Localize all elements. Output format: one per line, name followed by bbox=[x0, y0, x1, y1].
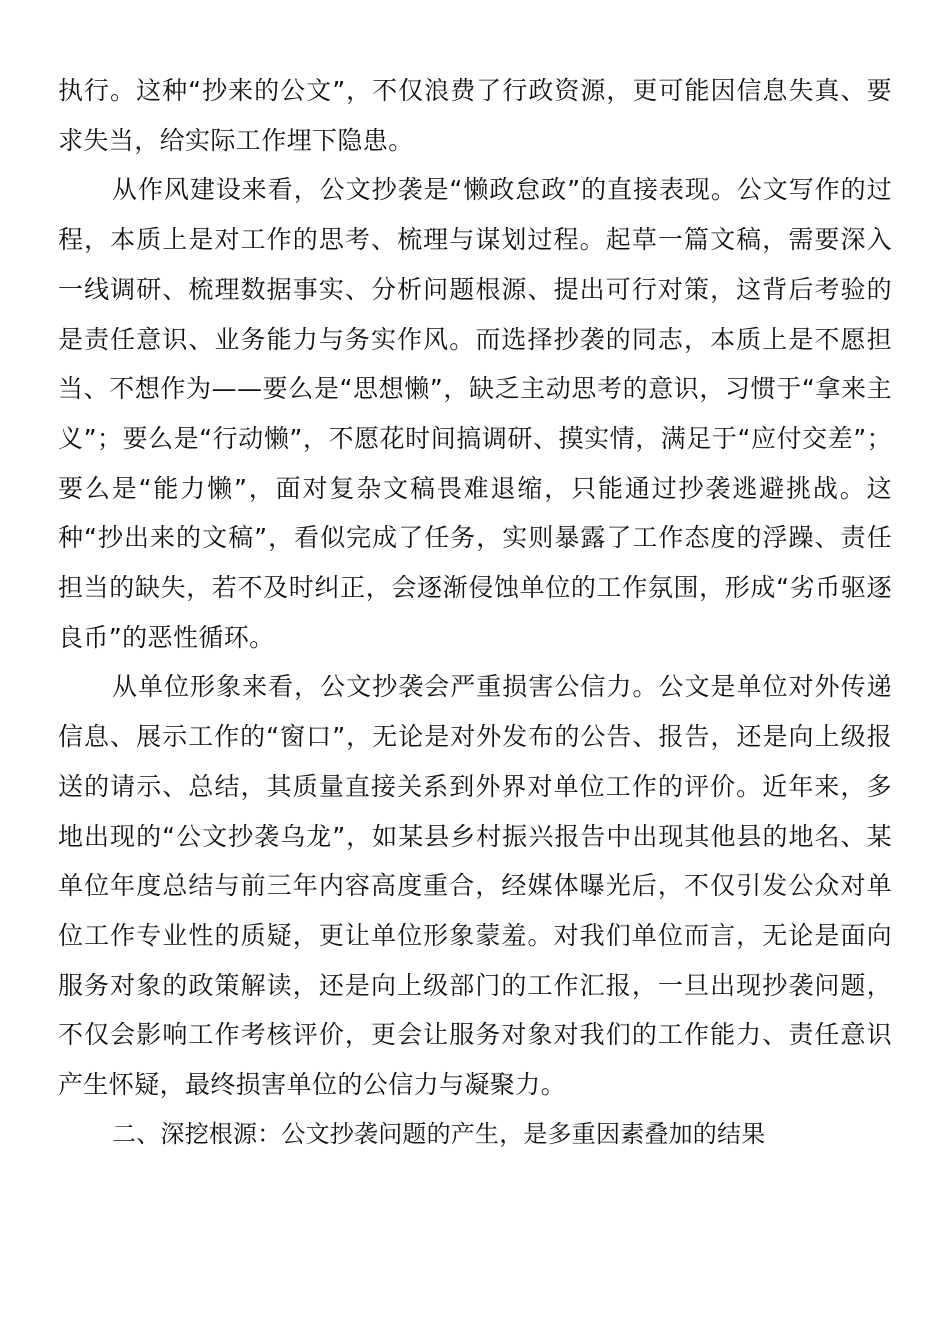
document-body bbox=[58, 66, 892, 1159]
paragraph-continuation: 执行。这种“抄来的公文”，不仅浪费了行政资源，更可能因信息失真、要求失当，给实际工作埋下隐患。 bbox=[58, 76, 892, 155]
paragraph-unit-image: 从单位形象来看，公文抄袭会严重损害公信力。公文是单位对外传递信息、展示工作的“窗口”，无论是对外发布的公告、报告，还是向上级报送的请示、总结，其质量直接关系到外界对单位工作的评价。近年来，多地出现的“公文抄袭乌龙”，如某县乡村振兴报告中出现其他县的地名、某单位年度总结与前三年内容高度重合，经媒体曝光后，不仅引发公众对单位工作专业性的质疑，更让单位形象蒙羞。对我们单位而言，无论是面向服务对象的政策解读，还是向上级部门的工作汇报，一旦出现抄袭问题，不仅会影响工作考核评价，更会让服务对象对我们的工作能力、责任意识产生怀疑，最终损害单位的公信力与凝聚力。 bbox=[58, 672, 892, 1100]
paragraph-work-style: 从作风建设来看，公文抄袭是“懒政怠政”的直接表现。公文写作的过程，本质上是对工作的思考、梳理与谋划过程。起草一篇文稿，需要深入一线调研、梳理数据事实、分析问题根源、提出可行对策，这背后考验的是责任意识、业务能力与务实作风。而选择抄袭的同志，本质上是不愿担当、不想作为——要么是“思想懒”，缺乏主动思考的意识，习惯于“拿来主义”；要么是“行动懒”，不愿花时间搞调研、摸实情，满足于“应付交差”；要么是“能力懒”，面对复杂文稿畏难退缩，只能通过抄袭逃避挑战。这种“抄出来的文稿”，看似完成了任务，实则暴露了工作态度的浮躁、责任担当的缺失，若不及时纠正，会逐渐侵蚀单位的工作氛围，形成“劣币驱逐良币”的恶性循环。 bbox=[58, 175, 892, 652]
section-heading: 二、深挖根源：公文抄袭问题的产生，是多重因素叠加的结果 bbox=[112, 1119, 766, 1148]
